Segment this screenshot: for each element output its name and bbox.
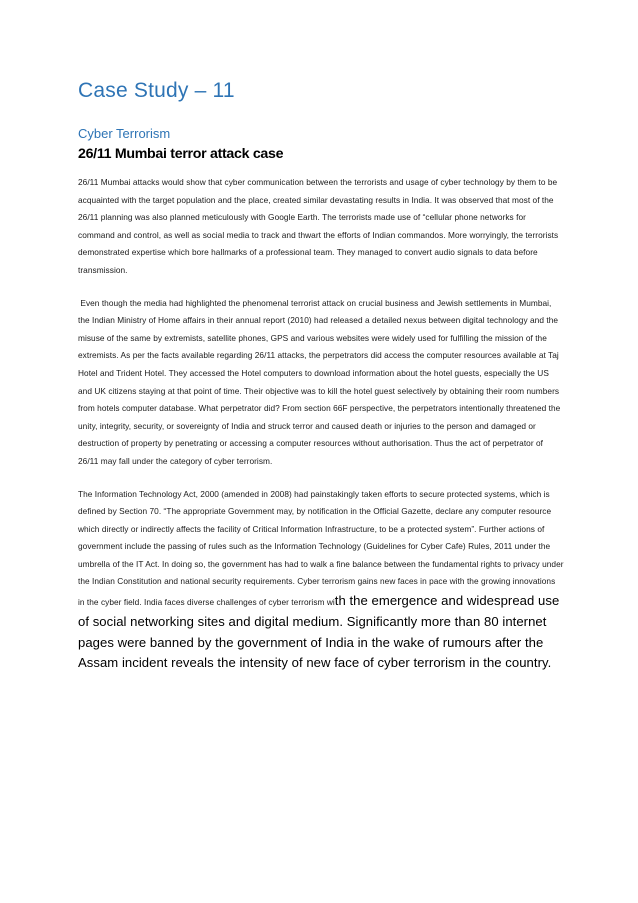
document-body — [78, 78, 564, 674]
paragraph-1: 26/11 Mumbai attacks would show that cyber communication between the terrorists and usage of cyber technology by them to be acquainted with the target population and the place, created similar devastating results in India. It was observed that most of the 26/11 planning was also planned meticulously with Google Earth. The terrorists made use of “cellular phone networks for command and control, as well as social media to track and thwart the efforts of Indian commandos. More worryingly, the terrorists demonstrated expertise which bore hallmarks of a professional team. They managed to convert audio signals to data before transmission. — [78, 177, 559, 275]
paragraph-3 — [78, 486, 564, 675]
paragraph-2 — [78, 295, 564, 471]
paragraph-2-text: Even though the media had highlighted the phenomenal terrorist attack on crucial business and Jewish settlements in Mumbai, the Indian Ministry of Home affairs in their annual report (2010) had released a detailed nexus between digital technology and the misuse of the same by extremists, satellite phones, GPS and various websites were widely used for fulfilling the mission of the extremists. As per the facts available regarding 26/11 attacks, the perpetrators did access the computer resources available at Taj Hotel and Trident Hotel. They accessed the Hotel computers to download information about the hotel guests, especially the US and UK citizens staying at that point of time. Their objective was to kill the hotel guest selectively by obtaining their room numbers from hotels computer database. What perpetrator did? From section 66F perspective, the perpetrators intentionally threatened the unity, integrity, security, or sovereignty of India and struck terror and caused death or injuries to the person and damaged or destruction of property by penetrating or accessing a computer resources without authorisation. Thus the act of perpetrator of 26/11 may fall under the category of cyber terrorism. — [78, 297, 561, 466]
paragraph-3-large-text: th the emergence and widespread use of social networking sites and digital medium. Significantly more than 80 internet pages were banned by the government of India in the wake of rumours after the Assam incident reveals the intensity of new face of cyber terrorism in the country. — [78, 593, 560, 671]
section-subtitle: Cyber Terrorism — [78, 126, 171, 141]
paragraph-3-small-text: The Information Technology Act, 2000 (amended in 2008) had painstakingly taken efforts to secure protected systems, which is defined by Section 70. “The appropriate Government may, by notification in the Official Gazette, declare any computer resource which directly or indirectly affects the facility of Critical Information Infrastructure, to be a protected system”. Further actions of government include the passing of rules such as the Information Technology (Guidelines for Cyber Cafe) Rules, 2011 under the umbrella of the IT Act. In doing so, the government has had to walk a fine balance between the fundamental rights to privacy under the Indian Constitution and national security requirements. Cyber terrorism gains new faces in pace with the growing innovations in the cyber field. India faces diverse challenges of cyber terrorism wi — [78, 488, 564, 608]
case-heading: 26/11 Mumbai terror attack case — [78, 146, 284, 162]
case-study-title: Case Study – 11 — [78, 79, 235, 102]
